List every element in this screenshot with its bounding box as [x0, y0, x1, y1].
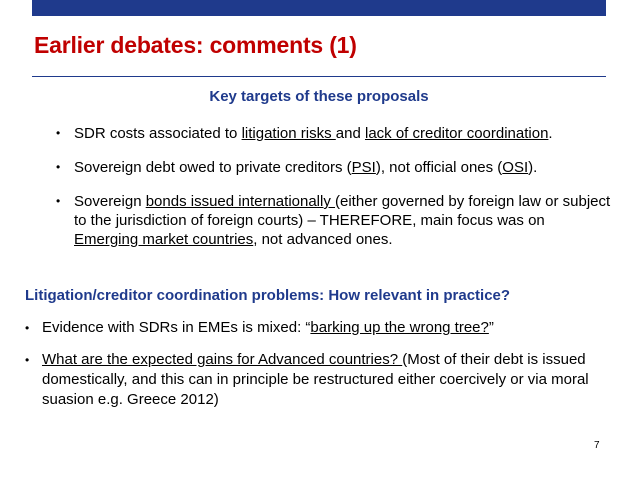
underlined-phrase: PSI [351, 159, 376, 176]
section-heading: Litigation/creditor coordination problems: How relevant in practice? [25, 287, 511, 304]
underlined-phrase: litigation risks [241, 125, 336, 142]
title-divider [32, 76, 606, 77]
list-item: • What are the expected gains for Advanced countries? (Most of their debt is issued domestically, and this can in principle be restructured either coercively or via moral suasion e.g. Greece 2012) [25, 351, 589, 408]
top-accent-bar [32, 0, 606, 16]
bullet-icon: • [56, 194, 61, 208]
list-item: • SDR costs associated to litigation risks and lack of creditor coordination. [56, 125, 553, 142]
bullet-icon: • [25, 321, 30, 335]
points-list [25, 318, 615, 422]
list-item: • Sovereign bonds issued internationally (either governed by foreign law or subject to the jurisdiction of foreign courts) – THEREFORE, main focus was on Emerging market countries, not advanced ones. [56, 193, 611, 248]
bullet-icon: • [56, 126, 61, 140]
underlined-phrase: lack of creditor coordination [364, 125, 549, 142]
underlined-phrase: barking up the wrong tree? [310, 319, 489, 336]
page-number: 7 [594, 440, 600, 451]
underlined-phrase: OSI [502, 159, 529, 176]
list-item: • Sovereign debt owed to private creditors (PSI), not official ones (OSI). [56, 159, 538, 176]
underlined-phrase: bonds issued internationally [145, 193, 336, 210]
targets-list [56, 124, 612, 264]
bullet-icon: • [25, 353, 30, 367]
underlined-phrase: Emerging market countries [74, 231, 254, 248]
bullet-icon: • [56, 160, 61, 174]
targets-subheading: Key targets of these proposals [209, 88, 429, 105]
underlined-phrase: What are the expected gains for Advanced countries? [42, 351, 403, 368]
slide-title: Earlier debates: comments (1) [34, 32, 357, 58]
list-item: • Evidence with SDRs in EMEs is mixed: “barking up the wrong tree?” [25, 319, 494, 336]
